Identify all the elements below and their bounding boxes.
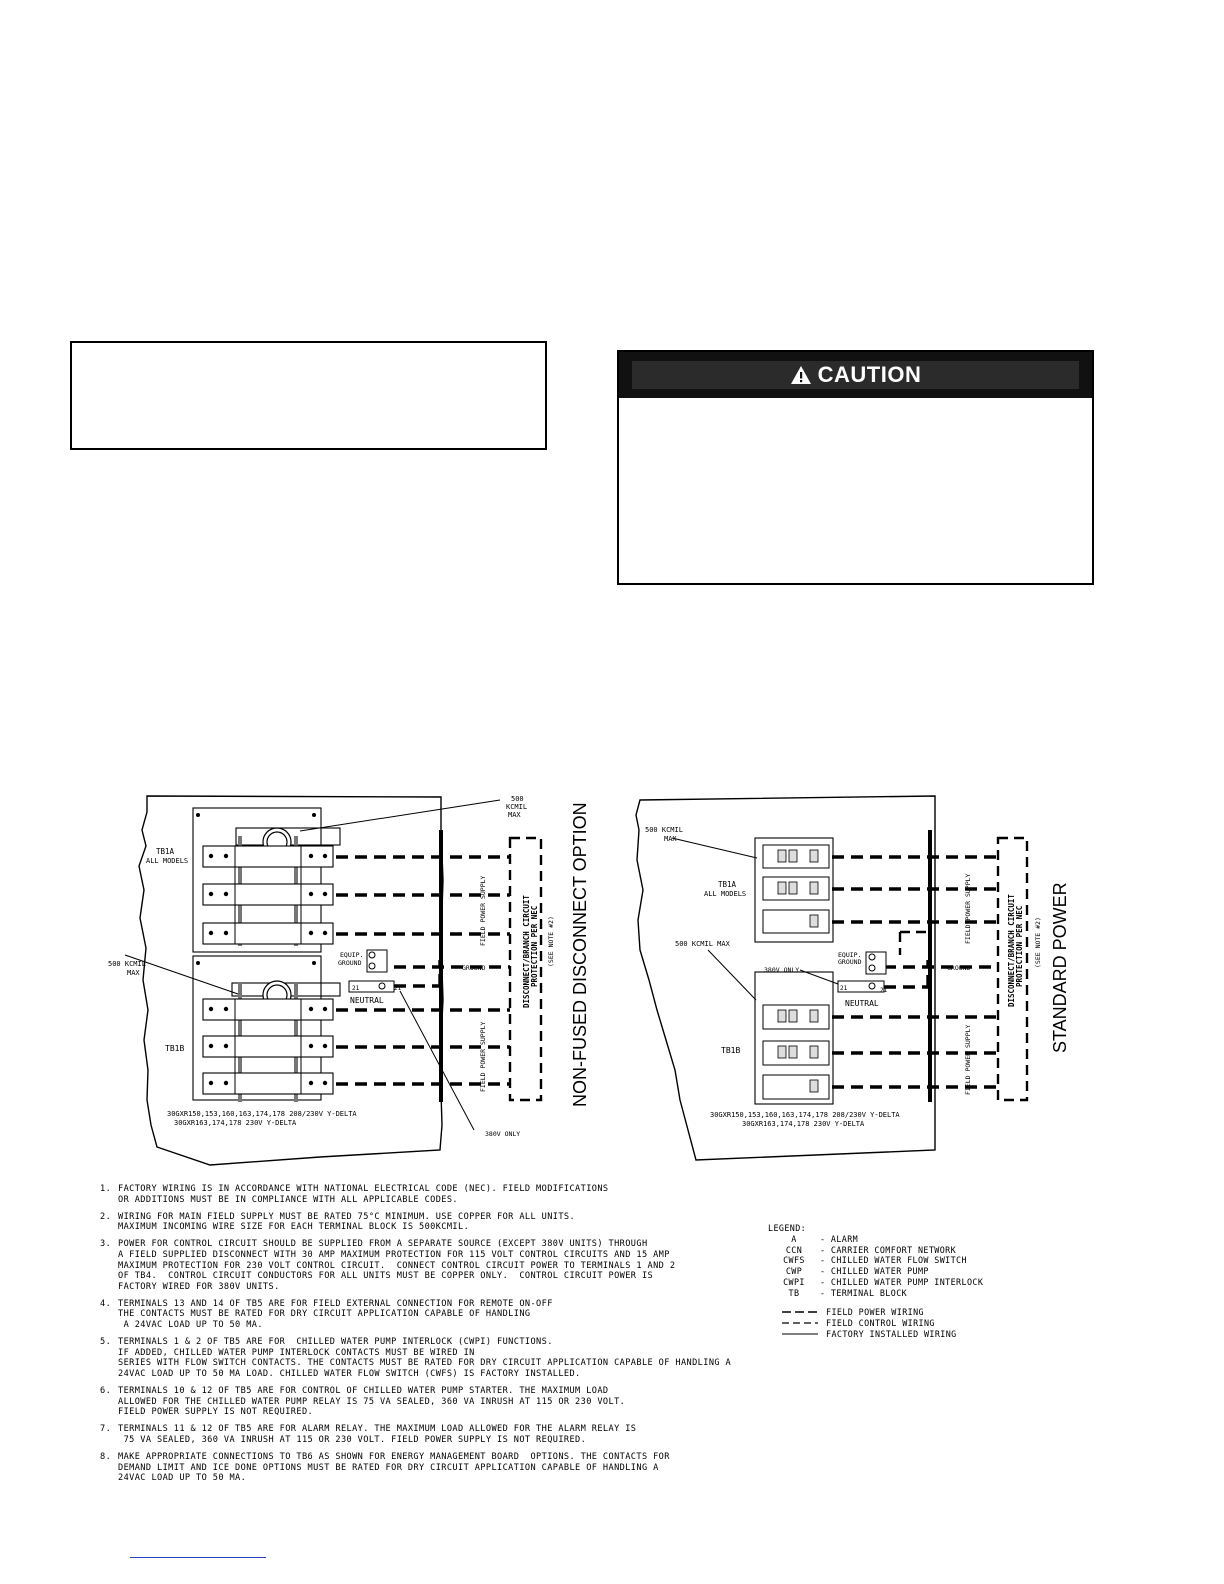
note-item [100,1386,740,1418]
field-supply-bottom-label: FIELD POWER SUPPLY [479,1021,487,1092]
r-neutral-label: NEUTRAL [845,999,879,1008]
r-disconnect-label-line1: DISCONNECT/BRANCH CIRCUIT [1007,894,1016,1007]
top-cable-label-l1: 500 [511,795,524,803]
legend-desc: - CHILLED WATER FLOW SWITCH [820,1255,967,1266]
legend-wiring-item [768,1318,983,1329]
disconnect-note: (SEE NOTE #2) [547,916,555,967]
legend-item [768,1255,983,1266]
r-disconnect-label-line2: PROTECTION PER NEC [1015,905,1024,987]
ground-lug-label: GROUND [338,959,362,967]
top-cable-label-l3: MAX [508,811,521,819]
r-equip-label: EQUIP. [838,951,862,959]
legend-abbr: A [791,1233,797,1244]
note-text: TERMINALS 1 & 2 OF TB5 ARE FOR CHILLED WATER PUMP INTERLOCK (CWPI) FUNCTIONS. IF ADDED, CHILLED WATER PUMP INTERLOCK CONTACTS MUST BE WIRED IN SERIES WITH FLOW SWITCH CONTACTS. THE CONTACTS MUST BE RATED FOR DRY CIRCUIT APPLICATION CAPABLE OF HANDLING A 24VAC LOAD UP TO 50 MA LOAD. CHILLED WATER FLOW SWITCH (CWFS) IS FACTORY INSTALLED. [118,1337,732,1379]
equip-label: EQUIP. [340,951,364,959]
terminal-l-label: 21 [352,985,360,992]
mid-cable-label-l2: MAX [127,969,140,977]
legend-desc: - CARRIER COMFORT NETWORK [820,1244,957,1255]
legend-abbr: CCN [785,1244,803,1255]
r-tb1a-sublabel: ALL MODELS [704,890,747,898]
v380-label: 380V ONLY [485,1130,521,1138]
note-item [100,1184,740,1205]
note-number: 5. [100,1337,112,1348]
legend-item [768,1277,983,1288]
note-text: POWER FOR CONTROL CIRCUIT SHOULD BE SUPPLIED FROM A SEPARATE SOURCE (EXCEPT 380V UNITS) THROUGH A FIELD SUPPLIED DISCONNECT WITH 30 AMP MAXIMUM PROTECTION FOR 115 VOLT CONTROL CIRCUITS AND 15 AMP MAXIMUM PROTECTION FOR 230 VOLT CONTROL CIRCUIT. CONNECT CONTROL CIRCUIT POWER TO TERMINALS 1 AND 2 OF TB4. CONTROL CIRCUIT CONDUCTORS FOR ALL UNITS MUST BE COPPER ONLY. CONTROL CIRCUIT POWER IS FACTORY WIRED FOR 380V UNITS. [118,1239,676,1292]
note-item [100,1337,740,1379]
note-text: TERMINALS 10 & 12 OF TB5 ARE FOR CONTROL OF CHILLED WATER PUMP STARTER. THE MAXIMUM LOAD ALLOWED FOR THE CHILLED WATER PUMP RELAY IS 75 VA SEALED, 360 VA INRUSH AT 115 OR 230 VOLT. FIELD POWER SUPPLY IS NOT REQUIRED. [118,1386,626,1418]
tb1a-sublabel: ALL MODELS [146,857,189,865]
legend-desc: - ALARM [820,1233,859,1244]
solid-line-icon [782,1331,818,1337]
legend-title: LEGEND: [768,1223,807,1233]
notes-list [100,1184,740,1490]
disconnect-label-line2: PROTECTION PER NEC [530,905,539,987]
neutral-label: NEUTRAL [350,996,384,1005]
r-models-line1: 30GXR150,153,160,163,174,178 208/230V Y-DELTA [710,1111,900,1119]
legend-abbr: TB [788,1287,800,1298]
legend [768,1223,983,1340]
legend-desc: - TERMINAL BLOCK [820,1287,908,1298]
note-item [100,1239,740,1292]
note-text: FACTORY WIRING IS IN ACCORDANCE WITH NATIONAL ELECTRICAL CODE (NEC). FIELD MODIFICATIONS OR ADDITIONS MUST BE IN COMPLIANCE WITH ALL APPLICABLE CODES. [118,1184,609,1205]
disconnect-label-line1: DISCONNECT/BRANCH CIRCUIT [522,895,531,1008]
note-text: MAKE APPROPRIATE CONNECTIONS TO TB6 AS SHOWN FOR ENERGY MANAGEMENT BOARD OPTIONS. THE CONTACTS FOR DEMAND LIMIT AND ICE DONE OPTIONS MUST BE RATED FOR DRY CIRCUIT APPLICATION CAPABLE OF HANDLING A 24VAC LOAD UP TO 50 MA. [118,1451,670,1484]
note-number: 6. [100,1386,112,1396]
long-dash-line-icon [782,1309,818,1315]
legend-desc: - CHILLED WATER PUMP INTERLOCK [820,1276,984,1287]
note-text: TERMINALS 13 AND 14 OF TB5 ARE FOR FIELD EXTERNAL CONNECTION FOR REMOTE ON-OFF THE CONTACTS MUST BE RATED FOR DRY CIRCUIT APPLICATION CAPABLE OF HANDLING A 24VAC LOAD UP TO 50 MA. [118,1298,553,1331]
legend-wiring-desc: FIELD POWER WIRING [826,1306,924,1317]
r-field-supply-bottom-label: FIELD POWER SUPPLY [964,1024,972,1095]
legend-wiring-item [768,1329,983,1340]
legend-abbr: CWP [785,1266,803,1277]
option-title: NON-FUSED DISCONNECT OPTION [570,802,590,1107]
ground-wire-label: GROUND [462,964,486,972]
note-number: 2. [100,1211,112,1222]
legend-wiring-desc: FACTORY INSTALLED WIRING [826,1328,957,1339]
r-top-cable-label-l2: MAX [664,835,677,843]
top-cable-label-l2: KCMIL [506,803,528,811]
r-disconnect-note: (SEE NOTE #2) [1034,917,1042,968]
legend-wiring-item [768,1307,983,1318]
r-terminal-l-label: 21 [840,985,848,992]
note-number: 7. [100,1424,112,1435]
note-text: WIRING FOR MAIN FIELD SUPPLY MUST BE RATED 75°C MINIMUM. USE COPPER FOR ALL UNITS. MAXIMUM INCOMING WIRE SIZE FOR EACH TERMINAL BLOCK IS 500KCMIL. [118,1211,576,1233]
tb1a-label: TB1A [156,847,175,856]
legend-item [768,1234,983,1245]
models-line1: 30GXR150,153,160,163,174,178 208/230V Y-DELTA [167,1110,357,1118]
note-item [100,1212,740,1233]
r-v380-label: 380V ONLY [764,966,800,974]
r-option-title: STANDARD POWER [1050,882,1070,1053]
legend-item [768,1245,983,1256]
r-mid-cable-label: 500 KCMIL MAX [675,940,730,948]
tb1b-label: TB1B [165,1044,185,1053]
r-tb1a-label: TB1A [718,880,737,889]
field-supply-top-label: FIELD POWER SUPPLY [479,875,487,946]
short-dash-line-icon [782,1320,818,1326]
legend-wiring-desc: FIELD CONTROL WIRING [826,1317,935,1328]
note-item [100,1299,740,1331]
r-field-supply-top-label: FIELD POWER SUPPLY [964,873,972,944]
note-text: TERMINALS 11 & 12 OF TB5 ARE FOR ALARM RELAY. THE MAXIMUM LOAD ALLOWED FOR THE ALARM RELAY IS 75 VA SEALED, 360 VA INRUSH AT 115 OR 230 VOLT. FIELD POWER SUPPLY IS NOT REQUIRED. [118,1424,637,1445]
legend-item [768,1288,983,1299]
legend-abbr: CWPI [783,1276,805,1287]
r-tb1b-label: TB1B [721,1046,741,1055]
mid-cable-label-l1: 500 KCMIL [108,960,146,968]
models-line2: 30GXR163,174,178 230V Y-DELTA [174,1119,297,1127]
legend-desc: - CHILLED WATER PUMP [820,1266,929,1277]
r-terminal-r-label: 21 [880,987,888,994]
r-ground-wire-label: GROUND [947,964,971,972]
note-number: 1. [100,1184,112,1194]
footer-rule [130,1557,266,1558]
legend-abbr: CWFS [783,1255,805,1266]
r-top-cable-label-l1: 500 KCMIL [645,826,683,834]
legend-item [768,1266,983,1277]
r-models-line2: 30GXR163,174,178 230V Y-DELTA [742,1120,865,1128]
note-number: 8. [100,1451,112,1462]
note-item [100,1424,740,1445]
note-number: 3. [100,1239,112,1250]
note-number: 4. [100,1298,112,1309]
r-ground-lug-label: GROUND [838,958,862,966]
caution-title: CAUTION [817,362,922,387]
note-item [100,1452,740,1484]
terminal-r-label: 21 [394,985,402,992]
